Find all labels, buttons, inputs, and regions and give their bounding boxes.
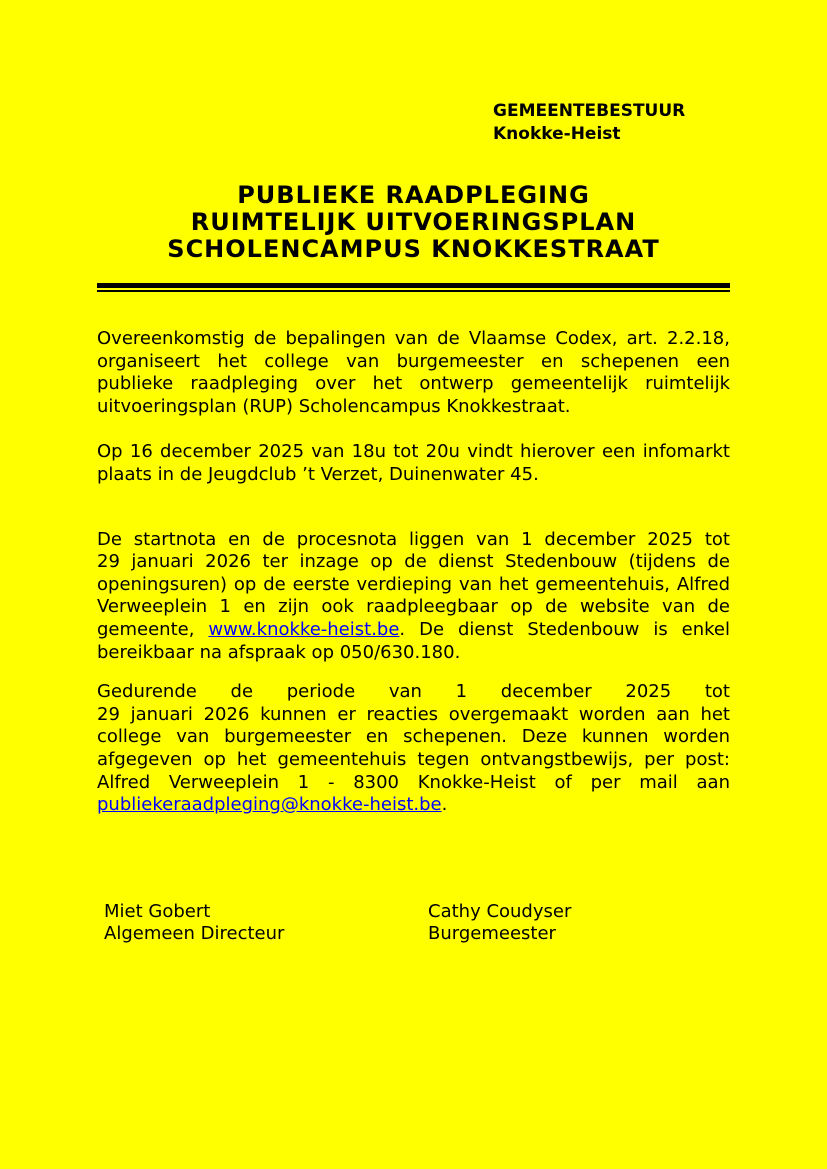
signature-left-name: Miet Gobert bbox=[104, 900, 211, 922]
document-title bbox=[97, 182, 730, 263]
paragraph-reacties-text-after: . bbox=[441, 794, 448, 816]
paragraph-legal-basis bbox=[97, 328, 730, 418]
email-link[interactable]: publiekeraadpleging@knokke-heist.be bbox=[97, 794, 442, 816]
signature-right-role: Burgemeester bbox=[428, 923, 556, 945]
paragraph-infomarkt-rest: plaats in de Jeugdclub ’t Verzet, Duinenwater 45. bbox=[97, 463, 539, 485]
title-line-1: PUBLIEKE RAADPLEGING bbox=[237, 181, 590, 209]
paragraph-infomarkt bbox=[97, 441, 730, 486]
paragraph-reacties-line1: Gedurende de periode van 1 december 2025 tot bbox=[97, 681, 730, 703]
paragraph-legal-basis-line1: Overeenkomstig de bepalingen van de Vlaamse Codex, art. 2.2.18, bbox=[97, 328, 730, 349]
divider-rule bbox=[97, 283, 730, 292]
signature-right-name: Cathy Coudyser bbox=[428, 900, 572, 922]
paragraph-terinzage-text-after: . De dienst Stedenbouw is enkel bereikbaar na afspraak op 050/630.180. bbox=[97, 618, 730, 663]
signature-block bbox=[97, 901, 730, 946]
paragraph-legal-basis-rest: organiseert het college van burgemeester en schepenen een publieke raadpleging over het ontwerp gemeentelijk ruimtelijk uitvoeringsplan (RUP) Scholencampus Knokkestraat. bbox=[97, 350, 730, 417]
website-link[interactable]: www.knokke-heist.be bbox=[208, 618, 400, 640]
letterhead bbox=[493, 100, 730, 146]
signature-left bbox=[104, 901, 428, 946]
letterhead-org: GEMEENTEBESTUUR bbox=[493, 101, 686, 121]
signature-left-role: Algemeen Directeur bbox=[104, 923, 285, 945]
paragraph-terinzage-line1: De startnota en de procesnota liggen van 1 december 2025 tot bbox=[97, 528, 730, 550]
paragraph-terinzage-text: 29 januari 2026 ter inzage op de dienst Stedenbouw (tijdens de openingsuren) op de eerste verdieping van het gemeentehuis, Alfred Verweeplein 1 en zijn ook raadpleegbaar op de website van de gemeente, bbox=[97, 551, 730, 640]
title-line-3: SCHOLENCAMPUS KNOKKESTRAAT bbox=[167, 235, 660, 263]
title-line-2: RUIMTELIJK UITVOERINGSPLAN bbox=[190, 208, 637, 236]
paragraph-infomarkt-line1: Op 16 december 2025 van 18u tot 20u vindt hierover een infomarkt bbox=[97, 441, 730, 463]
paragraph-reacties bbox=[97, 681, 730, 817]
paragraph-terinzage bbox=[97, 529, 730, 665]
signature-right bbox=[428, 901, 730, 946]
paragraph-reacties-text: 29 januari 2026 kunnen er reacties overgemaakt worden aan het college van burgemeester en schepenen. Deze kunnen worden afgegeven op het gemeentehuis tegen ontvangstbewijs, per post: Alfred Verweeplein 1 - 8300 Knokke-Heist of per mail aan bbox=[97, 703, 730, 793]
letterhead-municipality: Knokke-Heist bbox=[493, 124, 621, 144]
